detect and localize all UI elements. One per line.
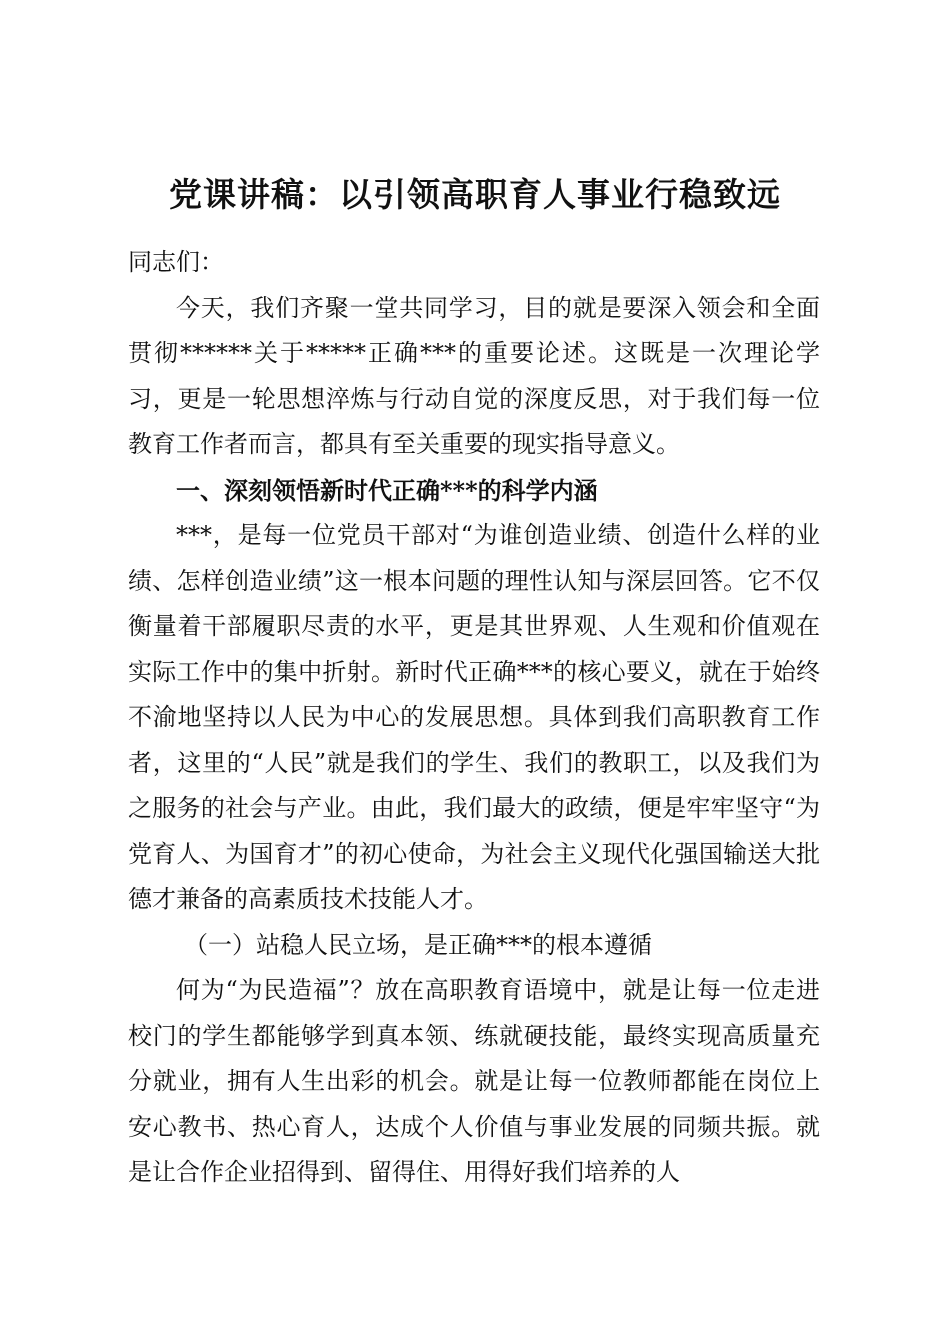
subsection-paragraph-1: 何为“为民造福”？放在高职教育语境中，就是让每一位走进校门的学生都能够学到真本领、练就硬技能，最终实现高质量充分就业，拥有人生出彩的机会。就是让每一位教师都能在岗位上安心教书、热心育人，达成个人价值与事业发展的同频共振。就是让合作企业招得到、留得住、用得好我们培养的人	[128, 976, 820, 1186]
intro-paragraph: 今天，我们齐聚一堂共同学习，目的就是要深入领会和全面贯彻******关于*****正确***的重要论述。这既是一次理论学习，更是一轮思想淬炼与行动自觉的深度反思，对于我们每一位教育工作者而言，都具有至关重要的现实指导意义。	[128, 293, 820, 458]
document-title: 党课讲稿：以引领高职育人事业行稳致远	[169, 175, 781, 214]
document-body	[128, 240, 820, 1196]
section-heading-1: 一、深刻领悟新时代正确***的科学内涵	[176, 475, 598, 505]
section-paragraph-1: ***，是每一位党员干部对“为谁创造业绩、创造什么样的业绩、怎样创造业绩”这一根本问题的理性认知与深层回答。它不仅衡量着干部履职尽责的水平，更是其世界观、人生观和价值观在实际工作中的集中折射。新时代正确***的核心要义，就在于始终不渝地坚持以人民为中心的发展思想。具体到我们高职教育工作者，这里的“人民”就是我们的学生、我们的教职工，以及我们为之服务的社会与产业。由此，我们最大的政绩，便是牢牢坚守“为党育人、为国育才”的初心使命，为社会主义现代化强国输送大批德才兼备的高素质技术技能人才。	[128, 521, 820, 913]
subsection-heading-1: （一）站稳人民立场，是正确***的根本遵循	[184, 930, 652, 959]
salutation: 同志们：	[128, 248, 224, 276]
